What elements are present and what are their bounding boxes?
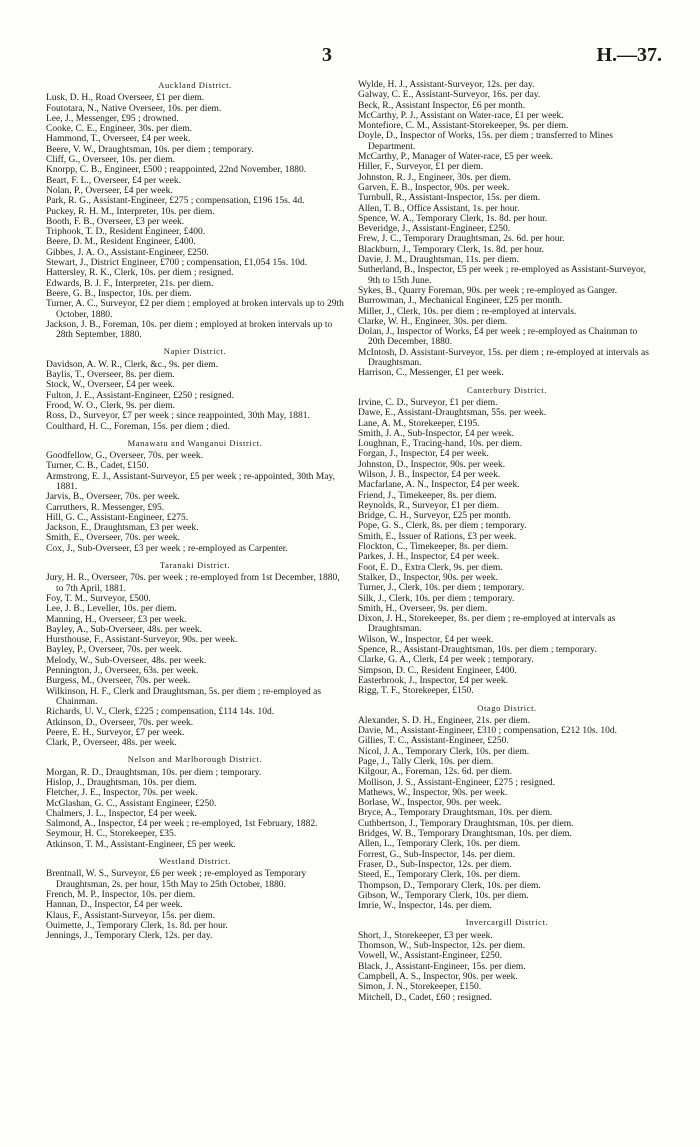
staff-entry: McGlashan, G. C., Assistant Engineer, £250. bbox=[46, 798, 217, 809]
staff-entry: Turner, C. B., Cadet, £150. bbox=[46, 461, 149, 472]
staff-entry: Parkes, J. H., Inspector, £4 per week. bbox=[358, 552, 500, 563]
staff-entry: Jackson, E., Draughtsman, £3 per week. bbox=[46, 523, 199, 534]
district-section bbox=[358, 80, 656, 379]
district-section bbox=[358, 917, 656, 1002]
staff-entry: Gibson, W., Temporary Clerk, 10s. per diem. bbox=[358, 890, 529, 901]
staff-entry: Flockton, C., Timekeeper, 8s. per diem. bbox=[358, 542, 509, 553]
staff-entry: Wilson, W., Inspector, £4 per week. bbox=[358, 634, 494, 645]
staff-entry: Booth, F. B., Overseer, £3 per week. bbox=[46, 216, 185, 227]
staff-entry: Sutherland, B., Inspector, £5 per week ; re-employed as Assistant-Surveyor, 9th to 15th June. bbox=[358, 265, 646, 286]
staff-entry: Allen, T. B., Office Assistant, 1s. per hour. bbox=[358, 203, 520, 214]
staff-entry: Bridges, W. B., Temporary Draughtsman, 10s. per diem. bbox=[358, 829, 572, 840]
staff-entry: Forrest, G., Sub-Inspector, 14s. per diem. bbox=[358, 849, 516, 860]
staff-entry: Lusk, D. H., Road Overseer, £1 per diem. bbox=[46, 93, 205, 104]
district-heading: Westland District. bbox=[159, 856, 231, 867]
staff-entry: Edwards, B. J. F., Interpreter, 21s. per diem. bbox=[46, 278, 214, 289]
district-heading: Canterbury District. bbox=[467, 384, 547, 395]
staff-entry: Goodfellow, G., Overseer, 70s. per week. bbox=[46, 451, 204, 462]
staff-entry: Hill, G. C., Assistant-Engineer, £275. bbox=[46, 512, 189, 523]
staff-entry: Hiller, F., Surveyor, £1 per diem. bbox=[358, 162, 484, 173]
staff-entry: Coulthard, H. C., Foreman, 15s. per diem ; died. bbox=[46, 421, 230, 432]
staff-entry: Page, J., Tally Clerk, 10s. per diem. bbox=[358, 757, 494, 767]
staff-entry: Seymour, H. C., Storekeeper, £35. bbox=[46, 829, 177, 840]
staff-entry: Friend, J., Timekeeper, 8s. per diem. bbox=[358, 490, 497, 501]
staff-entry: Alexander, S. D. H., Engineer, 21s. per diem. bbox=[358, 715, 531, 726]
staff-entry: Rigg, T. F., Storekeeper, £150. bbox=[358, 686, 474, 697]
staff-entry: McIntosh, D. Assistant-Surveyor, 15s. per diem ; re-employed at intervals as Draughtsman. bbox=[358, 347, 649, 369]
page-number: 3 bbox=[322, 44, 332, 66]
staff-entry: Lee, J., Messenger, £95 ; drowned. bbox=[46, 113, 179, 124]
staff-entry: Simon, J. N., Storekeeper, £150. bbox=[358, 982, 482, 993]
staff-entry: Beart, F. L., Overseer, £4 per week. bbox=[46, 175, 181, 186]
staff-entry: Allen, L., Temporary Clerk, 10s. per diem. bbox=[358, 839, 521, 850]
staff-entry: Gibbes, J. A. O., Assistant-Engineer, £250. bbox=[46, 247, 209, 258]
staff-entry: Macfarlane, A. N., Inspector, £4 per week. bbox=[358, 480, 520, 491]
staff-entry: Triphook, T. D., Resident Engineer, £400. bbox=[46, 227, 206, 238]
staff-entry: Salmond, A., Inspector, £4 per week ; re-employed, 1st February, 1882. bbox=[46, 819, 318, 830]
staff-entry: Davie, J. M., Draughtsman, 11s. per diem. bbox=[358, 255, 519, 266]
staff-entry: Melody, W., Sub-Overseer, 48s. per week. bbox=[46, 655, 207, 666]
staff-entry: Thomson, W., Sub-Inspector, 12s. per diem. bbox=[358, 941, 526, 952]
staff-entry: Burrowman, J., Mechanical Engineer, £25 per month. bbox=[358, 296, 563, 307]
district-section bbox=[358, 385, 656, 697]
staff-entry: Bridge, C. H., Surveyor, £25 per month. bbox=[358, 511, 511, 522]
staff-entry: Hislop, J., Draughtsman, 10s. per diem. bbox=[46, 778, 197, 788]
staff-entry: Turnbull, R., Assistant-Inspector, 15s. per diem. bbox=[358, 193, 541, 204]
staff-entry: Clarke, W. H., Engineer, 30s. per diem. bbox=[358, 316, 508, 327]
staff-entry: Clark, P., Overseer, 48s. per week. bbox=[46, 738, 177, 749]
staff-entry: Fulton, J. E., Assistant-Engineer, £250 ; resigned. bbox=[46, 390, 235, 401]
district-section bbox=[46, 438, 344, 554]
staff-entry: Ouimette, J., Temporary Clerk, 1s. 8d. per hour. bbox=[46, 920, 228, 931]
staff-entry: Armstrong, E. J., Assistant-Surveyor, £5 per week ; re-appointed, 30th May, 1881. bbox=[46, 471, 335, 492]
staff-entry: Jackson, J. B., Foreman, 10s. per diem ; employed at broken intervals up to 28th September, 1880. bbox=[46, 319, 333, 341]
staff-entry: Kilgour, A., Foreman, 12s. 6d. per diem. bbox=[358, 767, 512, 778]
staff-entry: French, M. P., Inspector, 10s. per diem. bbox=[46, 889, 196, 900]
staff-entry: Peere, E. H., Surveyor, £7 per week. bbox=[46, 727, 185, 738]
staff-entry: Smith, H., Overseer, 9s. per diem. bbox=[358, 603, 488, 614]
district-heading: Manawatu and Wanganui District. bbox=[127, 437, 263, 448]
staff-entry: Johnston, D., Inspector, 90s. per week. bbox=[358, 459, 506, 470]
staff-entry: Mathews, W., Inspector, 90s. per week. bbox=[358, 787, 508, 798]
staff-entry: Frood, W. O., Clerk, 9s. per diem. bbox=[46, 400, 176, 411]
district-section bbox=[46, 856, 344, 941]
staff-entry: Bayley, A., Sub-Overseer, 48s. per week. bbox=[46, 624, 202, 635]
staff-entry: Fletcher, J. E., Inspector, 70s. per week. bbox=[46, 788, 198, 799]
staff-entry: Beere, V. W., Draughtsman, 10s. per diem ; temporary. bbox=[46, 144, 254, 155]
staff-entry: Smith, E., Overseer, 70s. per week. bbox=[46, 533, 180, 544]
staff-entry: Nolan, P., Overseer, £4 per week. bbox=[46, 185, 173, 196]
staff-entry: Ross, D., Surveyor, £7 per week ; since reappointed, 30th May, 1881. bbox=[46, 411, 310, 422]
district-heading: Nelson and Marlborough District. bbox=[127, 754, 263, 765]
district-section bbox=[46, 560, 344, 748]
staff-entry: Foot, E. D., Extra Clerk, 9s. per diem. bbox=[358, 562, 503, 573]
staff-entry: Carruthers, R. Messenger, £95. bbox=[46, 502, 165, 513]
staff-entry: Imrie, W., Inspector, 14s. per diem. bbox=[358, 901, 492, 912]
staff-entry: Bayley, P., Overseer, 70s. per week. bbox=[46, 645, 182, 656]
staff-entry: Burgess, M., Overseer, 70s. per week. bbox=[46, 676, 191, 687]
staff-entry: Miller, J., Clerk, 10s. per diem ; re-employed at intervals. bbox=[358, 306, 577, 317]
staff-entry: Puckey, R. H. M., Interpreter, 10s. per diem. bbox=[46, 206, 215, 217]
staff-entry: Black, J., Assistant-Engineer, 15s. per diem. bbox=[358, 961, 526, 972]
staff-entry: Spence, R., Assistant-Draughtsman, 10s. per diem ; temporary. bbox=[358, 645, 597, 656]
staff-entry: Vowell, W., Assistant-Engineer, £250. bbox=[358, 951, 503, 962]
staff-entry: Frew, J. C., Temporary Draughtsman, 2s. 6d. per hour. bbox=[358, 234, 565, 245]
staff-entry: Turner, J., Clerk, 10s. per diem ; temporary. bbox=[358, 583, 525, 594]
district-section bbox=[46, 754, 344, 850]
staff-entry: Mitchell, D., Cadet, £60 ; resigned. bbox=[358, 992, 493, 1003]
staff-entry: Jennings, J., Temporary Clerk, 12s. per day. bbox=[46, 931, 213, 942]
report-reference: H.—37. bbox=[596, 44, 662, 66]
staff-entry: Bryce, A., Temporary Draughtsman, 10s. per diem. bbox=[358, 808, 553, 819]
staff-entry: Easterbrook, J., Inspector, £4 per week. bbox=[358, 675, 508, 686]
staff-entry: Silk, J., Clerk, 10s. per diem ; temporary. bbox=[358, 593, 515, 604]
staff-entry: Stock, W., Overseer, £4 per week. bbox=[46, 380, 175, 391]
staff-entry: Simpson, D. C., Resident Engineer, £400. bbox=[358, 665, 517, 676]
staff-entry: Foy, T. M., Surveyor, £500. bbox=[46, 593, 151, 604]
staff-entry: Davie, M., Assistant-Engineer, £310 ; compensation, £212 10s. 10d. bbox=[358, 726, 617, 737]
staff-entry: Knorpp, C. B., Engineer, £500 ; reappointed, 22nd November, 1880. bbox=[46, 165, 307, 176]
district-heading: Invercargill District. bbox=[465, 917, 549, 928]
staff-entry: Stewart, J., District Engineer, £700 ; compensation, £1,054 15s. 10d. bbox=[46, 258, 308, 269]
staff-entry: Forgan, J., Inspector, £4 per week. bbox=[358, 449, 489, 460]
staff-entry: Irvine, C. D., Surveyor, £1 per diem. bbox=[358, 397, 498, 408]
staff-entry: Gillies, T. C., Assistant-Engineer, £250. bbox=[358, 736, 509, 747]
staff-entry: Cooke, C. E., Engineer, 30s. per diem. bbox=[46, 124, 193, 135]
staff-entry: Beere, G. B., Inspector, 10s. per diem. bbox=[46, 288, 192, 299]
staff-entry: Atkinson, D., Overseer, 70s. per week. bbox=[46, 717, 194, 728]
staff-entry: Hammond, T., Overseer, £4 per week. bbox=[46, 134, 191, 145]
district-heading: Taranaki District. bbox=[159, 560, 231, 571]
staff-entry: Lee, J. B., Leveller, 10s. per diem. bbox=[46, 604, 177, 615]
staff-entry: Galway, C. E., Assistant-Surveyor, 16s. per day. bbox=[358, 90, 541, 101]
district-section bbox=[46, 346, 344, 431]
district-heading: Napier District. bbox=[163, 346, 227, 357]
staff-entry: Turner, A. C., Surveyor, £2 per diem ; employed at broken intervals up to 29th October, 1880. bbox=[46, 299, 344, 320]
staff-entry: Richards, U. V., Clerk, £225 ; compensation, £114 14s. 10d. bbox=[46, 707, 275, 718]
staff-entry: Harrison, C., Messenger, £1 per week. bbox=[358, 368, 504, 379]
staff-entry: Morgan, R. D., Draughtsman, 10s. per diem ; temporary. bbox=[46, 767, 262, 778]
staff-entry: Fraser, D., Sub-Inspector, 12s. per diem. bbox=[358, 859, 512, 870]
staff-entry: Loughnan, F., Tracing-hand, 10s. per diem. bbox=[358, 439, 523, 450]
staff-entry: Baylis, T., Overseer, 8s. per diem. bbox=[46, 370, 175, 381]
staff-entry: Beveridge, J., Assistant-Engineer, £250. bbox=[358, 224, 511, 235]
staff-entry: Campbell, A. S., Inspector, 90s. per week. bbox=[358, 971, 518, 982]
staff-entry: Wylde, H. J., Assistant-Surveyor, 12s. per day. bbox=[358, 80, 535, 90]
staff-entry: Wilson, J. B., Inspector, £4 per week. bbox=[358, 469, 501, 480]
district-heading: Otago District. bbox=[477, 702, 537, 713]
staff-entry: Mollison, J. S., Assistant-Engineer, £275 ; resigned. bbox=[358, 777, 555, 788]
staff-entry: Johnston, R. J., Engineer, 30s. per diem. bbox=[358, 172, 511, 183]
staff-entry: Montefiore, C. M., Assistant-Storekeeper, 9s. per diem. bbox=[358, 121, 569, 132]
staff-entry: Reynolds, R., Surveyor, £1 per diem. bbox=[358, 500, 500, 511]
staff-entry: Dawe, E., Assistant-Draughtsman, 55s. per week. bbox=[358, 408, 547, 419]
staff-entry: Smith, J. A., Sub-Inspector, £4 per week. bbox=[358, 428, 514, 439]
staff-entry: Clarke, G. A., Clerk, £4 per week ; temporary. bbox=[358, 655, 534, 666]
staff-entry: Borlase, W., Inspector, 90s. per week. bbox=[358, 798, 502, 809]
staff-entry: Dixon, J. H., Storekeeper, 8s. per diem ; re-employed at intervals as Draughtsman. bbox=[358, 614, 616, 635]
staff-entry: Hattersley, R. K., Clerk, 10s. per diem ; resigned. bbox=[46, 268, 234, 279]
staff-entry: Pope, G. S., Clerk, 8s. per diem ; temporary. bbox=[358, 521, 527, 532]
district-section bbox=[46, 80, 344, 340]
staff-entry: Davidson, A. W. R., Clerk, &c., 9s. per diem. bbox=[46, 359, 219, 370]
staff-entry: Hannan, D., Inspector, £4 per week. bbox=[46, 900, 183, 911]
staff-entry: Cliff, G., Overseer, 10s. per diem. bbox=[46, 155, 175, 166]
staff-entry: Cox, J., Sub-Overseer, £3 per week ; re-employed as Carpenter. bbox=[46, 543, 288, 554]
staff-entry: Hursthouse, F., Assistant-Surveyor, 90s. per week. bbox=[46, 635, 238, 646]
staff-entry: Nicol, J. A., Temporary Clerk, 10s. per diem. bbox=[358, 746, 530, 757]
staff-entry: Beck, R., Assistant Inspector, £6 per month. bbox=[358, 100, 526, 111]
district-section bbox=[358, 703, 656, 912]
staff-entry: Brentnall, W. S., Surveyor, £6 per week ; re-employed as Temporary Draughtsman, 2s. per hour, 15th May to 25th October, 1880. bbox=[46, 869, 307, 890]
staff-entry: Thompson, D., Temporary Clerk, 10s. per diem. bbox=[358, 880, 541, 891]
staff-entry: Cuthbertson, J., Temporary Draughtsman, 10s. per diem. bbox=[358, 818, 574, 829]
staff-entry: Doyle, D., Inspector of Works, 15s. per diem ; transferred to Mines Department. bbox=[358, 131, 613, 152]
staff-entry: Chalmers, J. L., Inspector, £4 per week. bbox=[46, 808, 198, 819]
district-heading: Auckland District. bbox=[158, 80, 232, 90]
staff-entry: Sykes, B., Quarry Foreman, 90s. per week ; re-employed as Ganger. bbox=[358, 285, 618, 296]
staff-entry: Klaus, F., Assistant-Surveyor, 15s. per diem. bbox=[46, 910, 216, 921]
staff-entry: Smith, E., Issuer of Rations, £3 per week. bbox=[358, 531, 517, 542]
staff-entry: Blackburn, J., Temporary Clerk, 1s. 8d. per hour. bbox=[358, 244, 544, 255]
staff-entry: McCarthy, P., Manager of Water-race, £5 per week. bbox=[358, 152, 554, 163]
staff-entry: Atkinson, T. M., Assistant-Engineer, £5 per week. bbox=[46, 839, 236, 850]
staff-entry: Park, R. G., Assistant-Engineer, £275 ; compensation, £196 15s. 4d. bbox=[46, 196, 305, 207]
staff-entry: Foutotara, N., Native Overseer, 10s. per diem. bbox=[46, 103, 222, 114]
staff-entry: Lane, A. M., Storekeeper, £195. bbox=[358, 418, 480, 429]
staff-entry: Jarvis, B., Overseer, 70s. per week. bbox=[46, 492, 180, 503]
staff-entry: Wilkinson, H. F., Clerk and Draughtsman, 5s. per diem ; re-employed as Chainman. bbox=[46, 686, 322, 707]
staff-entry: Manning, H., Overseer, £3 per week. bbox=[46, 614, 187, 625]
staff-entry: McCarthy, P. J., Assistant on Water-race, £1 per week. bbox=[358, 110, 564, 121]
staff-entry: Beere, D. M., Resident Engineer, £400. bbox=[46, 237, 196, 248]
staff-entry: Stalker, D., Inspector, 90s. per week. bbox=[358, 572, 498, 583]
staff-entry: Jury, H. R., Overseer, 70s. per week ; re-employed from 1st December, 1880, to 7th April, 1881. bbox=[46, 573, 340, 594]
staff-entry: Dolan, J., Inspector of Works, £4 per week ; re-employed as Chainman to 20th December, 1880. bbox=[358, 327, 638, 348]
staff-entry: Steed, E., Temporary Clerk, 10s. per diem. bbox=[358, 870, 521, 881]
staff-entry: Pennington, J., Overseer, 63s. per week. bbox=[46, 666, 199, 677]
staff-entry: Spence, W. A., Temporary Clerk, 1s. 8d. per hour. bbox=[358, 213, 548, 224]
staff-entry: Garven, E. B., Inspector, 90s. per week. bbox=[358, 182, 510, 193]
right-column bbox=[358, 80, 656, 1007]
staff-entry: Short, J., Storekeeper, £3 per week. bbox=[358, 930, 493, 941]
left-column bbox=[46, 80, 344, 945]
